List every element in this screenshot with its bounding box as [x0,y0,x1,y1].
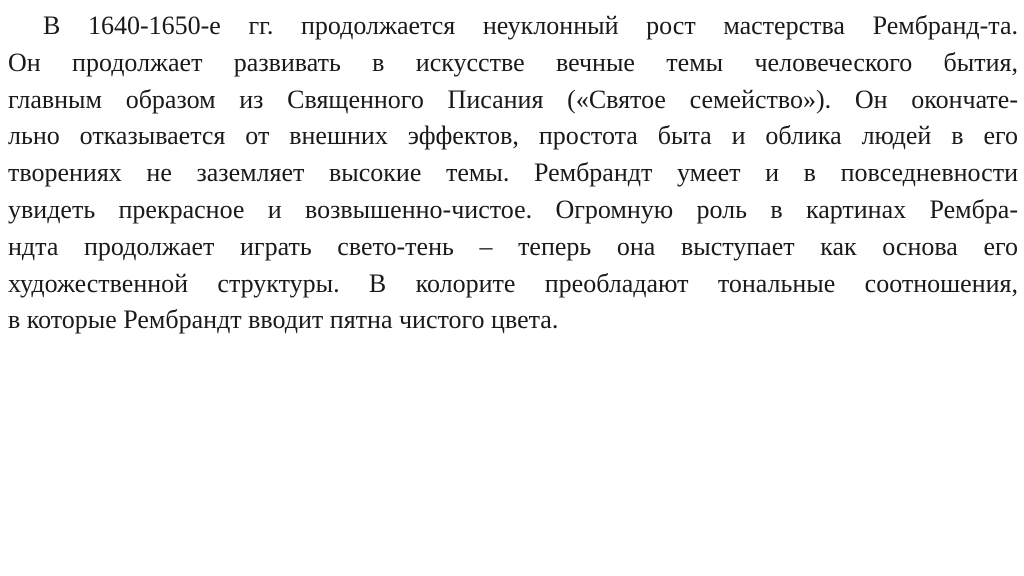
paragraph-line: ндта продолжает играть свето-тень – теперь она выступает как основа его [8,231,1018,261]
paragraph-line: творениях не заземляет высокие темы. Рембрандт умеет и в повседневности [8,158,1018,188]
paragraph-line: увидеть прекрасное и возвышенно-чистое. Огромную роль в картинах Рембра- [8,194,1018,224]
paragraph-line: художественной структуры. В колорите преобладают тональные соотношения, [8,268,1018,298]
body-paragraph [8,8,1018,339]
paragraph-line: В 1640-1650-е гг. продолжается неуклонный рост мастерства Рембранд-та. [43,11,1018,40]
paragraph-line: главным образом из Священного Писания («Святое семейство»). Он окончате- [8,84,1018,114]
paragraph-line: льно отказывается от внешних эффектов, простота быта и облика людей в его [8,121,1018,151]
paragraph-line: Он продолжает развивать в искусстве вечные темы человеческого бытия, [8,47,1018,77]
paragraph-line: в которые Рембрандт вводит пятна чистого цвета. [8,305,559,335]
